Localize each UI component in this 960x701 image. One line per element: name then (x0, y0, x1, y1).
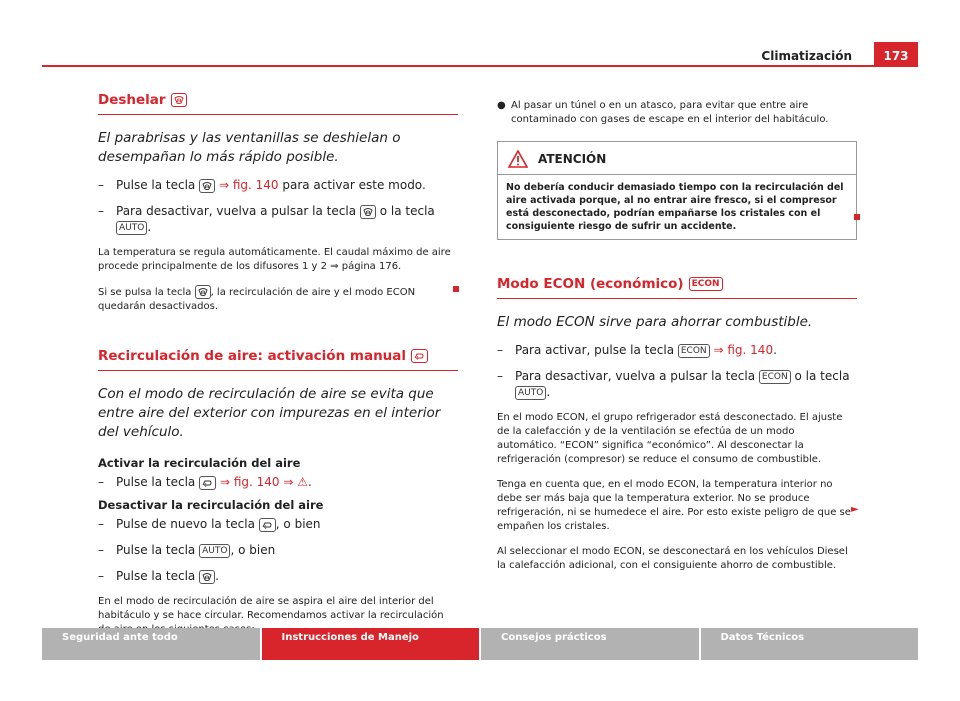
recirc-paragraph: En el modo de recirculación de aire se aspira el aire del interior del habitáculo y se hace circular. Recomendamos activar la recirculación (98, 596, 444, 621)
recirc-desactivar-heading: Desactivar la recirculación del aire (98, 498, 324, 512)
left-column (98, 92, 458, 637)
section-title-deshelar: Deshelar (98, 92, 458, 115)
warning-box (497, 141, 857, 240)
auto-key: AUTO (199, 544, 230, 558)
auto-key: AUTO (116, 221, 147, 235)
deshelar-lead: El parabrisas y las ventanillas se deshielan o desempañan lo más rápido posible. (98, 130, 401, 165)
warning-triangle-icon: ⚠ (297, 475, 308, 489)
section-title-recirculacion: Recirculación de aire: activación manual (98, 348, 458, 371)
deshelar-paragraph-1: La temperatura se regula automáticamente. El caudal máximo de aire procede principalmente de los difusores 1 y 2 ⇒ página 176. (98, 247, 451, 272)
page-number: 173 (874, 42, 918, 67)
econ-key: ECON (678, 344, 710, 358)
defrost-key-icon (171, 93, 187, 107)
recirc-activar-step: – Pulse la tecla ⇒ fig. 140 ⇒ ⚠. (98, 475, 312, 489)
defrost-key-icon (360, 205, 376, 219)
recirc-lead: Con el modo de recirculación de aire se evita que entre aire del exterior con impurezas en el interior del vehículo. (98, 386, 441, 440)
recirc-case-bullet: ● Al pasar un túnel o en un atasco, para evitar que entre aire contaminado con gases de escape en el interior del habitáculo. (497, 100, 829, 125)
recirculation-key-icon (411, 349, 428, 363)
econ-paragraph-1: En el modo ECON, el grupo refrigerador está desconectado. El ajuste de la calefacción y de la ventilación se efectúa de un modo automático. “ECON” significa “económico”. Al desconectar la refrigeración (compresor) se reduce el consumo de combustible. (497, 412, 843, 465)
recirculation-key-icon (199, 476, 216, 490)
recirculation-key-icon (259, 518, 276, 532)
warning-header: ATENCIÓN (498, 142, 856, 175)
right-column (497, 99, 857, 573)
header-rule (42, 65, 918, 67)
defrost-key-icon (199, 570, 215, 584)
deshelar-step-1: – Pulse la tecla ⇒ fig. 140 para activar este modo. (98, 178, 426, 192)
econ-paragraph-2: Tenga en cuenta que, en el modo ECON, la temperatura interior no debe ser más baja que la temperatura exterior. No se produce refrigeración, ni se humedece el aire. Por esto existe peligro de que se empañen los cristales. (497, 479, 851, 532)
econ-key: ECON (689, 277, 723, 291)
recirc-activar-heading: Activar la recirculación del aire (98, 456, 301, 470)
auto-key: AUTO (515, 386, 546, 400)
section-end-marker (854, 214, 860, 220)
warning-triangle-icon (508, 150, 528, 168)
recirc-desactivar-step-1: – Pulse de nuevo la tecla , o bien (98, 517, 321, 531)
defrost-key-icon (199, 179, 215, 193)
fig-reference-link[interactable]: ⇒ fig. 140 ⇒ (219, 475, 294, 489)
econ-paragraph-3: Al seleccionar el modo ECON, se desconectará en los vehículos Diesel la calefacción adicional, con el consiguiente ahorro de combustible. (497, 546, 848, 571)
footer-tabs (42, 628, 918, 660)
econ-step-1: – Para activar, pulse la tecla ECON ⇒ fig. 140. (497, 343, 777, 357)
defrost-key-icon (195, 285, 211, 299)
section-title-econ: Modo ECON (económico) ECON (497, 276, 857, 299)
deshelar-paragraph-2: Si se pulsa la tecla , la recirculación de aire y el modo ECON quedarán desactivados. (98, 287, 416, 312)
page-header-title: Climatización (761, 49, 852, 63)
econ-step-2: – Para desactivar, vuelva a pulsar la tecla ECON o la tecla AUTO . (497, 369, 850, 399)
continue-arrow-icon: ► (851, 504, 859, 515)
warning-body: No debería conducir demasiado tiempo con la recirculación del aire activada porque, al no entrar aire fresco, si el compresor está desconectado, podrían empañarse los cristales con el consiguiente riesgo de sufrir un accidente. (506, 182, 844, 232)
footer-tab-seguridad[interactable]: Seguridad ante todo (42, 628, 260, 660)
footer-tab-consejos[interactable]: Consejos prácticos (481, 628, 699, 660)
deshelar-step-2: – Para desactivar, vuelva a pulsar la tecla o la tecla AUTO . (98, 204, 435, 234)
recirc-desactivar-step-3: – Pulse la tecla . (98, 569, 219, 583)
recirc-desactivar-step-2: – Pulse la tecla AUTO , o bien (98, 543, 276, 557)
footer-tab-datos[interactable]: Datos Técnicos (701, 628, 919, 660)
footer-tab-instrucciones[interactable]: Instrucciones de Manejo (262, 628, 480, 660)
section-end-marker (453, 286, 459, 292)
econ-lead: El modo ECON sirve para ahorrar combustible. (497, 314, 813, 330)
econ-key: ECON (759, 370, 791, 384)
fig-reference-link[interactable]: ⇒ fig. 140 (218, 178, 279, 192)
fig-reference-link[interactable]: ⇒ fig. 140 (713, 343, 774, 357)
